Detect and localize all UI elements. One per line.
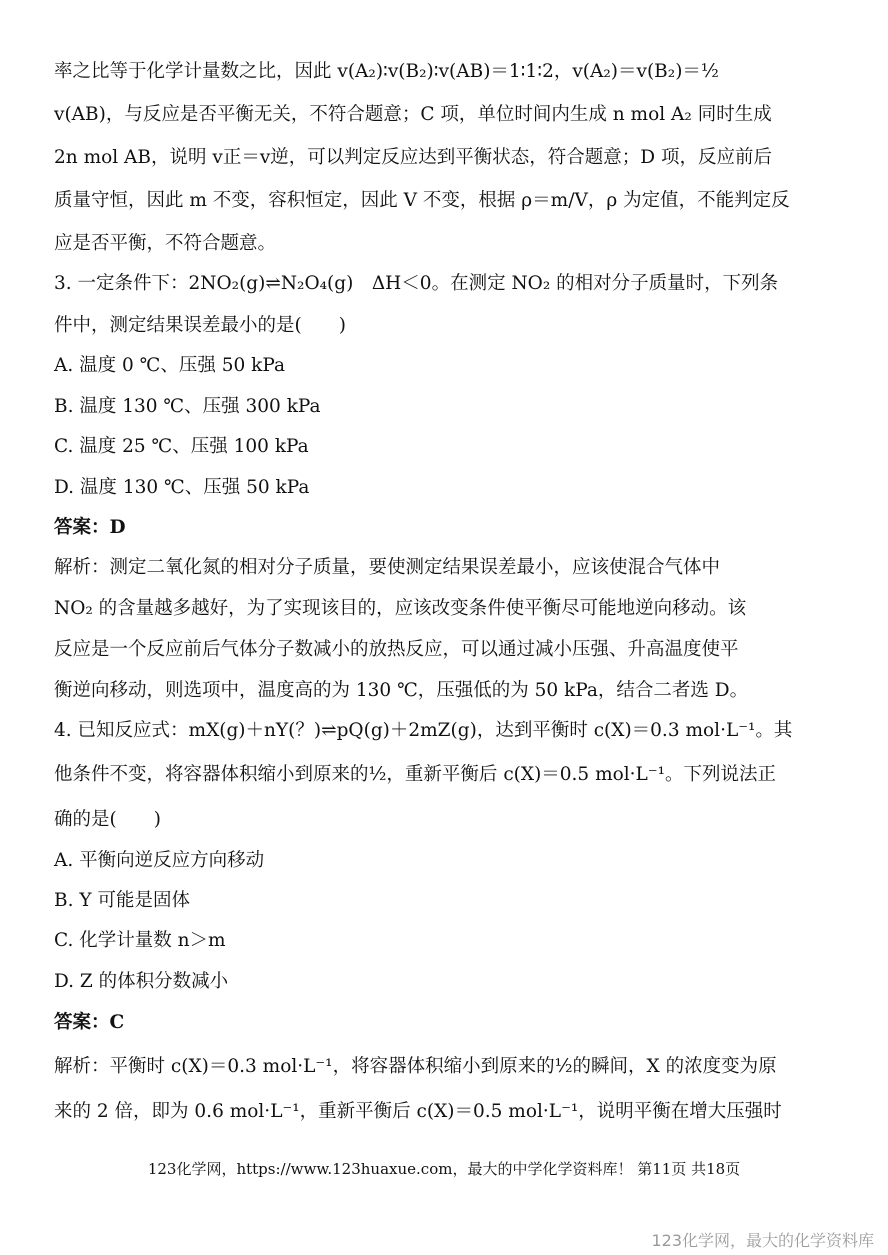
question-3-stem: 件中，测定结果误差最小的是( )	[54, 315, 346, 336]
option-b: B. 温度 130 ℃、压强 300 kPa	[54, 396, 321, 417]
option-d: D. Z 的体积分数减小	[54, 971, 229, 992]
text-line: 率之比等于化学计量数之比，因此 v(A₂)∶v(B₂)∶v(AB)＝1∶1∶2，v(A₂)＝v(B₂)＝½	[54, 61, 719, 82]
text-line: 2n mol AB，说明 v正＝v逆，可以判定反应达到平衡状态，符合题意；D 项，反应前后	[54, 147, 772, 168]
analysis-text: 衡逆向移动，则选项中，温度高的为 130 ℃，压强低的为 50 kPa，结合二者选 D。	[54, 680, 749, 701]
text-line: 应是否平衡，不符合题意。	[54, 233, 277, 254]
watermark: 123化学网，最大的化学资料库	[651, 1231, 874, 1250]
analysis-text: 来的 2 倍，即为 0.6 mol·L⁻¹，重新平衡后 c(X)＝0.5 mol·L⁻¹，说明平衡在增大压强时	[54, 1101, 782, 1122]
text-line: v(AB)，与反应是否平衡无关，不符合题意；C 项，单位时间内生成 n mol A₂ 同时生成	[54, 104, 772, 125]
analysis-text: 反应是一个反应前后气体分子数减小的放热反应，可以通过减小压强、升高温度使平	[54, 639, 739, 660]
option-b: B. Y 可能是固体	[54, 890, 190, 911]
analysis-text: 解析：平衡时 c(X)＝0.3 mol·L⁻¹，将容器体积缩小到原来的½的瞬间，X 的浓度变为原	[54, 1056, 777, 1077]
question-4-stem: 确的是( )	[54, 809, 161, 830]
answer-label: 答案：D	[54, 517, 126, 538]
question-4-stem: 他条件不变，将容器体积缩小到原来的½，重新平衡后 c(X)＝0.5 mol·L⁻¹。下列说法正	[54, 764, 777, 785]
option-a: A. 温度 0 ℃、压强 50 kPa	[54, 355, 286, 376]
option-c: C. 温度 25 ℃、压强 100 kPa	[54, 436, 309, 457]
question-3-stem: 3. 一定条件下：2NO₂(g)⇌N₂O₄(g) ΔH＜0。在测定 NO₂ 的相对分子质量时，下列条	[54, 273, 779, 294]
question-4-stem: 4. 已知反应式：mX(g)＋nY(？)⇌pQ(g)＋2mZ(g)，达到平衡时 c(X)＝0.3 mol·L⁻¹。其	[54, 720, 793, 741]
text-line: 质量守恒，因此 m 不变，容积恒定，因此 V 不变，根据 ρ＝m/V，ρ 为定值，不能判定反	[54, 190, 790, 211]
option-c: C. 化学计量数 n＞m	[54, 930, 226, 951]
option-d: D. 温度 130 ℃、压强 50 kPa	[54, 477, 310, 498]
answer-label: 答案：C	[54, 1012, 125, 1033]
analysis-text: NO₂ 的含量越多越好，为了实现该目的，应该改变条件使平衡尽可能地逆向移动。该	[54, 598, 747, 619]
analysis-text: 解析：测定二氧化氮的相对分子质量，要使测定结果误差最小，应该使混合气体中	[54, 557, 721, 578]
page-footer: 123化学网，https://www.123huaxue.com，最大的中学化学资料库！ 第11页 共18页	[147, 1160, 741, 1178]
option-a: A. 平衡向逆反应方向移动	[54, 850, 265, 871]
